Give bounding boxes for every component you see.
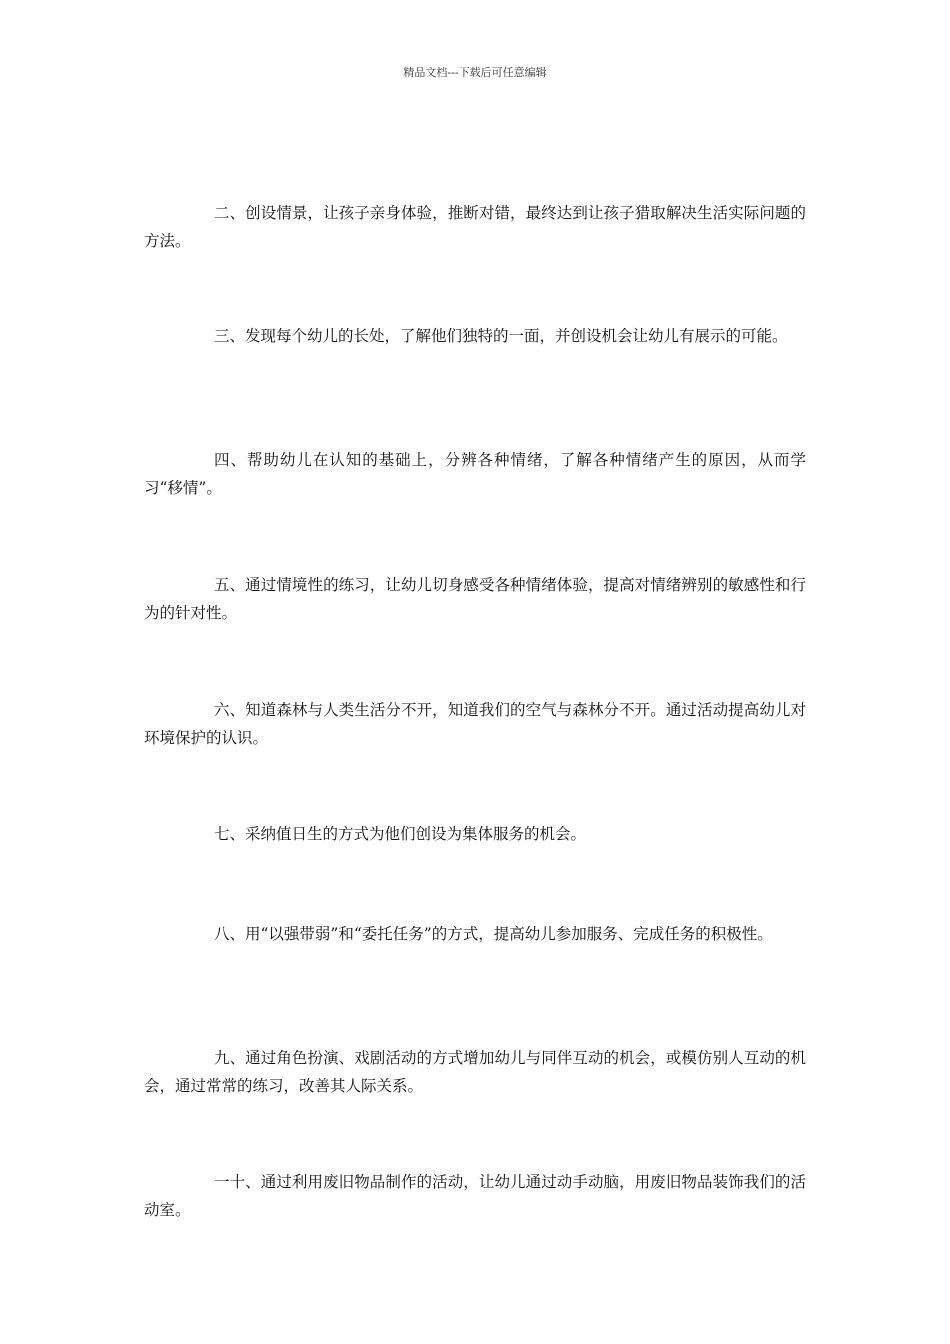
paragraph-item-6: 六、知道森林与人类生活分不开，知道我们的空气与森林分不开。通过活动提高幼儿对环境保护的认识。 (144, 701, 806, 747)
paragraph-item-2: 二、创设情景，让孩子亲身体验，推断对错，最终达到让孩子猎取解决生活实际问题的方法。 (144, 204, 806, 250)
paragraph-item-10: 一十、通过利用废旧物品制作的活动，让幼儿通过动手动脑，用废旧物品装饰我们的活动室。 (144, 1173, 806, 1219)
paragraph-item-9: 九、通过角色扮演、戏剧活动的方式增加幼儿与同伴互动的机会，或模仿别人互动的机会，通过常常的练习，改善其人际关系。 (144, 1049, 806, 1095)
paragraph-item-5: 五、通过情境性的练习，让幼儿切身感受各种情绪体验，提高对情绪辨别的敏感性和行为的针对性。 (144, 576, 806, 622)
paragraph-item-7: 七、采纳值日生的方式为他们创设为集体服务的机会。 (214, 825, 587, 843)
paragraph-item-3: 三、发现每个幼儿的长处，了解他们独特的一面，并创设机会让幼儿有展示的可能。 (214, 327, 788, 345)
paragraph-item-8: 八、用“以强带弱”和“委托任务”的方式，提高幼儿参加服务、完成任务的积极性。 (214, 925, 773, 943)
paragraph-item-4: 四、帮助幼儿在认知的基础上，分辨各种情绪，了解各种情绪产生的原因，从而学习“移情”。 (144, 451, 806, 497)
page-header: 精品文档---下载后可任意编辑 (403, 66, 547, 79)
